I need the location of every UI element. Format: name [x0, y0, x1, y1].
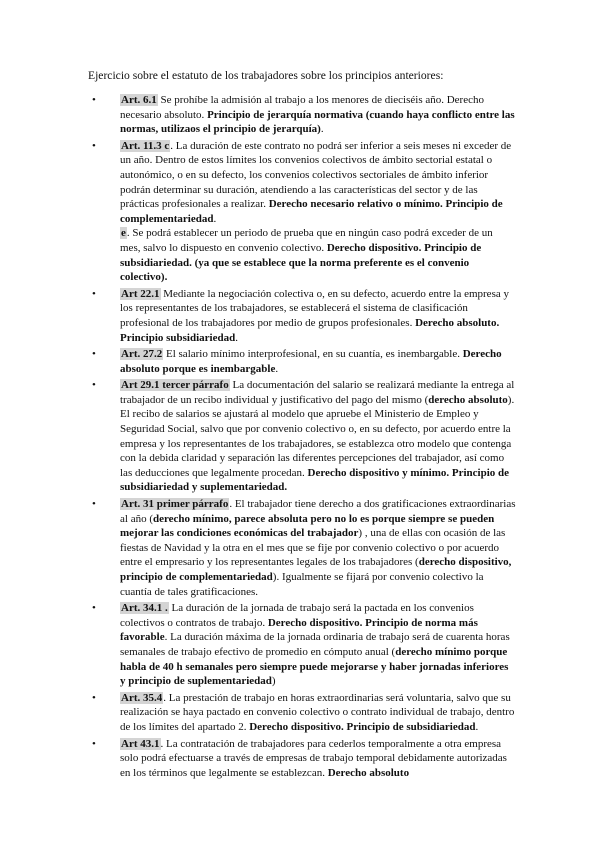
item-text: . La contratación de trabajadores para cederlos temporalmente a otra empresa solo podrá efectuarse a través de empresas de trabajo temporal debidamente autorizadas en los términos que legalmente se establezcan.	[120, 737, 507, 779]
bullet-icon: •	[92, 379, 96, 392]
item-principle: Derecho absoluto. Principio subsidiariedad	[120, 316, 500, 344]
item-principle: derecho mínimo, parece absoluta pero no lo es porque siempre se pueden mejorar las condiciones económicas del trabajador	[120, 512, 495, 540]
item-text: . El trabajador tiene derecho a dos gratificaciones extraordinarias al año (	[120, 498, 516, 525]
list-item-art-27-2	[88, 347, 516, 376]
sub-principle: Derecho dispositivo. Principio de subsidiariedad. (ya que se establece que la norma preferente es el convenio colectivo).	[120, 241, 482, 284]
item-text: Se prohíbe la admisión al trabajo a los menores de dieciséis año. Derecho necesario absoluto.	[120, 94, 484, 121]
article-ref: Art. 27.2	[121, 348, 163, 361]
list-item-art-43-1	[88, 737, 516, 781]
article-ref: Art. 35.4	[121, 691, 163, 704]
bullet-icon: •	[92, 348, 96, 361]
item-text: . La duración de este contrato no podrá ser inferior a seis meses ni exceder de un año. Dentro de estos límites los convenios colectivos de ámbito sectorial estatal o autonómico, o en su defecto, los convenios colectivos sectoriales de ámbito inferior podrán determinar su duración, atendiendo a las características del sector y de las prácticas profesionales a realizar.	[120, 139, 512, 211]
item-text: . La prestación de trabajo en horas extraordinarias será voluntaria, salvo que su realización se haya pactado en convenio colectivo o contrato individual de trabajo, dentro de los límites del apartado 2.	[120, 691, 515, 733]
articles-list	[88, 93, 516, 780]
item-principle: Derecho dispositivo. Principio de subsidiariedad	[249, 720, 476, 733]
item-principle-2: Derecho dispositivo y mínimo. Principio de subsidiariedad y suplementariedad.	[120, 466, 510, 494]
bullet-icon: •	[92, 498, 96, 511]
item-principle-2: derecho dispositivo, principio de complementariedad	[120, 556, 512, 583]
item-text: Mediante la negociación colectiva o, en su defecto, acuerdo entre la empresa y los representantes de los trabajadores, se establecerá el sistema de clasificación profesional de los trabajadores por medio de grupos profesionales.	[120, 287, 509, 329]
bullet-icon: •	[92, 602, 96, 615]
intro-text: Ejercicio sobre el estatuto de los trabajadores sobre los principios anteriores:	[88, 69, 444, 82]
item-text: El salario mínimo interprofesional, en su cuantía, es inembargable.	[163, 348, 463, 361]
item-tail: .	[275, 362, 279, 375]
item-tail-2: ). Igualmente se fijará por convenio colectivo la cuantía de tales gratificaciones.	[120, 571, 484, 598]
sub-text: . Se podrá establecer un periodo de prueba que en ningún caso podrá exceder de un mes, salvo lo dispuesto en convenio colectivo.	[120, 227, 493, 254]
item-tail: ). El recibo de salarios se ajustará al modelo que apruebe el Ministerio de Empleo y Seguridad Social, salvo que por convenio colectivo o, en su defecto, por acuerdo entre la empresa y los representantes de los trabajadores, se establezca otro modelo que contenga con la debida claridad y separación las diferentes percepciones del trabajador, así como las deducciones que legalmente procedan.	[120, 393, 515, 479]
article-ref: Art. 31 primer párrafo	[121, 498, 229, 511]
item-principle: derecho absoluto	[428, 393, 508, 406]
item-tail: .	[235, 331, 238, 344]
item-principle: Principio de jerarquía normativa (cuando haya conflicto entre las normas, utilizaos el principio de jerarquía)	[120, 108, 515, 136]
item-principle: Derecho absoluto	[327, 766, 410, 779]
list-item-art-29-1	[88, 378, 516, 495]
item-tail-2: )	[271, 675, 276, 688]
item-text: La documentación del salario se realizará mediante la entrega al trabajador de un recibo individual y justificativo del pago del mismo (	[120, 379, 515, 406]
bullet-icon: •	[92, 287, 96, 300]
document-page	[88, 68, 516, 782]
bullet-icon: •	[92, 691, 96, 704]
article-ref: Art. 11.3 c	[121, 139, 170, 152]
item-principle: Derecho necesario relativo o mínimo. Principio de complementariedad	[120, 198, 503, 225]
list-item-art-11-3	[88, 139, 516, 285]
item-tail: ) , una de ellas con ocasión de las fiestas de Navidad y la otra en el mes que se fije por convenio colectivo o por acuerdo entre el empresario y los representantes legales de los trabajadores (	[120, 527, 506, 569]
list-item-art-31	[88, 497, 516, 599]
article-ref: Art. 6.1	[121, 94, 157, 106]
item-principle: Derecho absoluto porque es inembargable	[120, 348, 502, 375]
sub-ref: e	[121, 227, 126, 240]
list-item-art-35-4	[88, 691, 516, 735]
item-tail: .	[213, 212, 217, 225]
item-principle: Derecho dispositivo. Principio de norma más favorable	[120, 616, 478, 644]
sub-paragraph	[120, 226, 516, 284]
item-principle-2: derecho mínimo porque habla de 40 h semanales pero siempre puede mejorarse y haber jornadas inferiores y principio de suplementariedad	[120, 645, 509, 688]
article-ref: Art. 34.1 .	[121, 602, 168, 615]
bullet-icon: •	[92, 737, 96, 750]
bullet-icon: •	[92, 139, 96, 152]
item-text: La duración de la jornada de trabajo será la pactada en los convenios colectivos o contratos de trabajo.	[120, 602, 474, 629]
article-ref: Art 22.1	[121, 287, 160, 300]
list-item-art-34-1	[88, 601, 516, 689]
item-tail: .	[320, 123, 324, 136]
list-item-art-22-1	[88, 287, 516, 345]
item-tail: . La duración máxima de la jornada ordinaria de trabajo será de cuarenta horas semanales de trabajo efectivo de promedio en cómputo anual (	[120, 631, 510, 658]
item-tail: .	[475, 720, 479, 733]
bullet-icon: •	[92, 94, 96, 106]
article-ref: Art 29.1 tercer párrafo	[121, 379, 229, 392]
list-item-art-6-1	[88, 93, 516, 137]
article-ref: Art 43.1	[121, 737, 160, 750]
